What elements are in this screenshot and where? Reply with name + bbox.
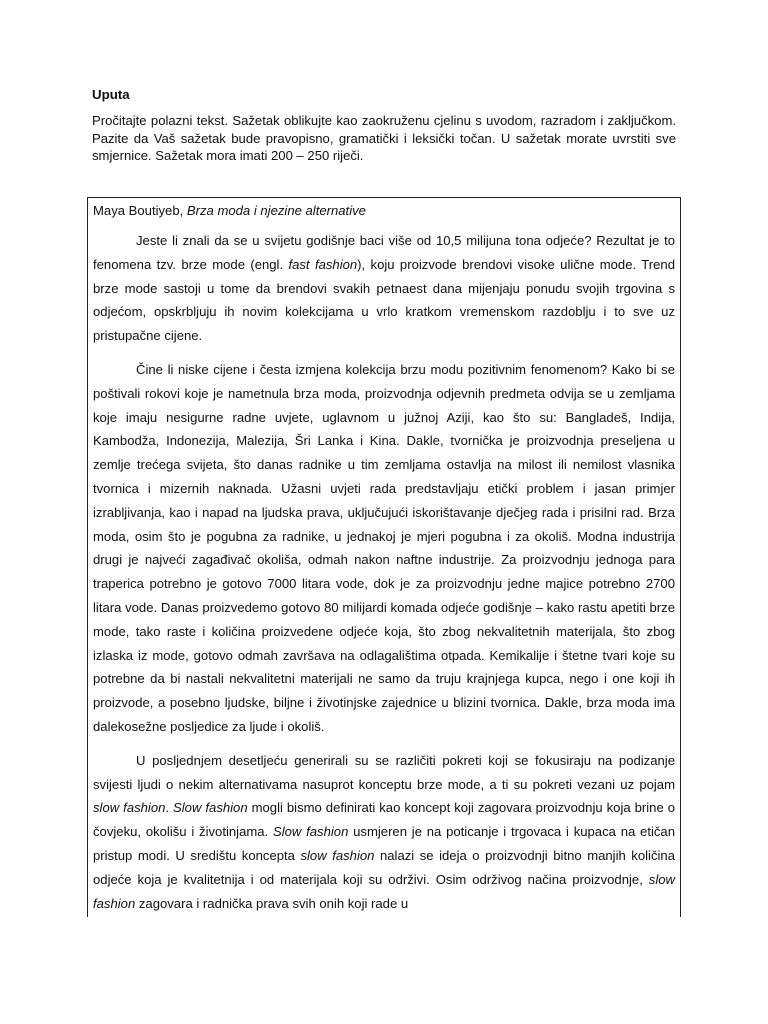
italic-term: Slow fashion: [272, 824, 349, 840]
text-run: zagovara i radnička prava svih onih koji rade u: [135, 895, 409, 911]
text-run: usmjeren je na poticanje i trgovaca i kupaca na etičan pristup modi. U središtu koncepta: [93, 824, 675, 863]
article-citation: [93, 202, 675, 219]
article-author: Maya Boutiyeb,: [93, 203, 187, 218]
text-run: ), koju proizvode brendovi visoke ulične mode. Trend brze mode sastoji u tome da brendovi svakih petnaest dana mijenjaju ponudu svojih trgovina s odjećom, opskrbljuju ih novim kolekcijama u vrlo kratkom vremenskom razdoblju i to sve uz pristupačne cijene.: [93, 256, 675, 344]
instructions-text: Pročitajte polazni tekst. Sažetak oblikujte kao zaokruženu cjelinu s uvodom, razradom i zaključkom. Pazite da Vaš sažetak bude pravopisno, gramatički i leksički točan. U sažetak morate uvrstiti sve smjernice. Sažetak mora imati 200 – 250 riječi.: [92, 113, 676, 164]
article-title: Brza moda i njezine alternative: [186, 203, 366, 218]
text-run: mogli bismo definirati kao koncept koji zagovara proizvodnju koja brine o čovjeku, okolišu i životinjama.: [93, 800, 675, 840]
text-run: .: [165, 800, 174, 816]
article-body: [93, 229, 675, 915]
text-run: Jeste li znali da se u svijetu godišnje baci više od 10,5 milijuna tona odjeće? Rezultat je to fenomena tzv. brze mode (engl.: [93, 233, 675, 272]
source-text-box: [87, 197, 681, 917]
article-paragraph-1: [93, 229, 675, 348]
instructions-heading: Uputa: [92, 87, 130, 102]
italic-term: slow fashion: [93, 800, 166, 816]
italic-term: fast fashion: [288, 256, 358, 272]
italic-term: slow fashion: [93, 871, 675, 911]
italic-term: Slow fashion: [173, 800, 248, 816]
instructions-section: [92, 86, 676, 165]
italic-term: slow fashion: [300, 847, 375, 863]
text-run: U posljednjem desetljeću generirali su se različiti pokreti koji se fokusiraju na podizanje svijesti ljudi o nekim alternativama nasuprot konceptu brze mode, a ti su pokreti vezani uz pojam: [93, 752, 675, 792]
text-run: nalazi se ideja o proizvodnji bitno manjih količina odjeće koja je kvalitetnija i od materijala koji su održivi. Osim održivog načina proizvodnje,: [93, 847, 675, 887]
article-paragraph-3: [93, 749, 675, 916]
article-paragraph-2: Čine li niske cijene i česta izmjena kolekcija brzu modu pozitivnim fenomenom? Kako bi se poštivali rokovi koje je nametnula brza moda, proizvodnja odjevnih predmeta odvija se u zemljama koje imaju nesigurne radne uvjete, uglavnom u južnoj Aziji, kao što su: Bangladeš, Indija, Kambodža, Indonezija, Malezija, Šri Lanka i Kina. Dakle, tvornička je proizvodnja preseljena u zemlje trećega svijeta, što danas radnike u tim zemljama ostavlja na milost ili nemilost vlasnika tvornica i mizernih naknada. Užasni uvjeti rada predstavljaju etički problem i jasan primjer izrabljivanja, kao i napad na ljudska prava, uključujući iskorištavanje dječjeg rada i prisilni rad. Brza moda, osim što je pogubna za radnike, u jednakoj je mjeri pogubna i za okoliš. Modna industrija drugi je najveći zagađivač okoliša, odmah nakon naftne industrije. Za proizvodnju jednoga para traperica potrebno je gotovo 7000 litara vode, dok je za proizvodnju jedne majice potrebno 2700 litara vode. Danas proizvedemo gotovo 80 milijardi komada odjeće godišnje – kako rastu apetiti brze mode, tako raste i količina proizvedene odjeće koja, što zbog nekvalitetnih materijala, što zbog izlaska iz mode, gotovo odmah završava na odlagalištima otpada. Kemikalije i štetne tvari koje su potrebne da bi nastali nekvalitetni materijali ne samo da truju krajnjega kupca, nego i one koji ih proizvode, a posebno ljudske, biljne i životinjske zajednice u blizini tvornica. Dakle, brza moda ima dalekosežne posljedice za ljude i okoliš.: [93, 361, 675, 734]
